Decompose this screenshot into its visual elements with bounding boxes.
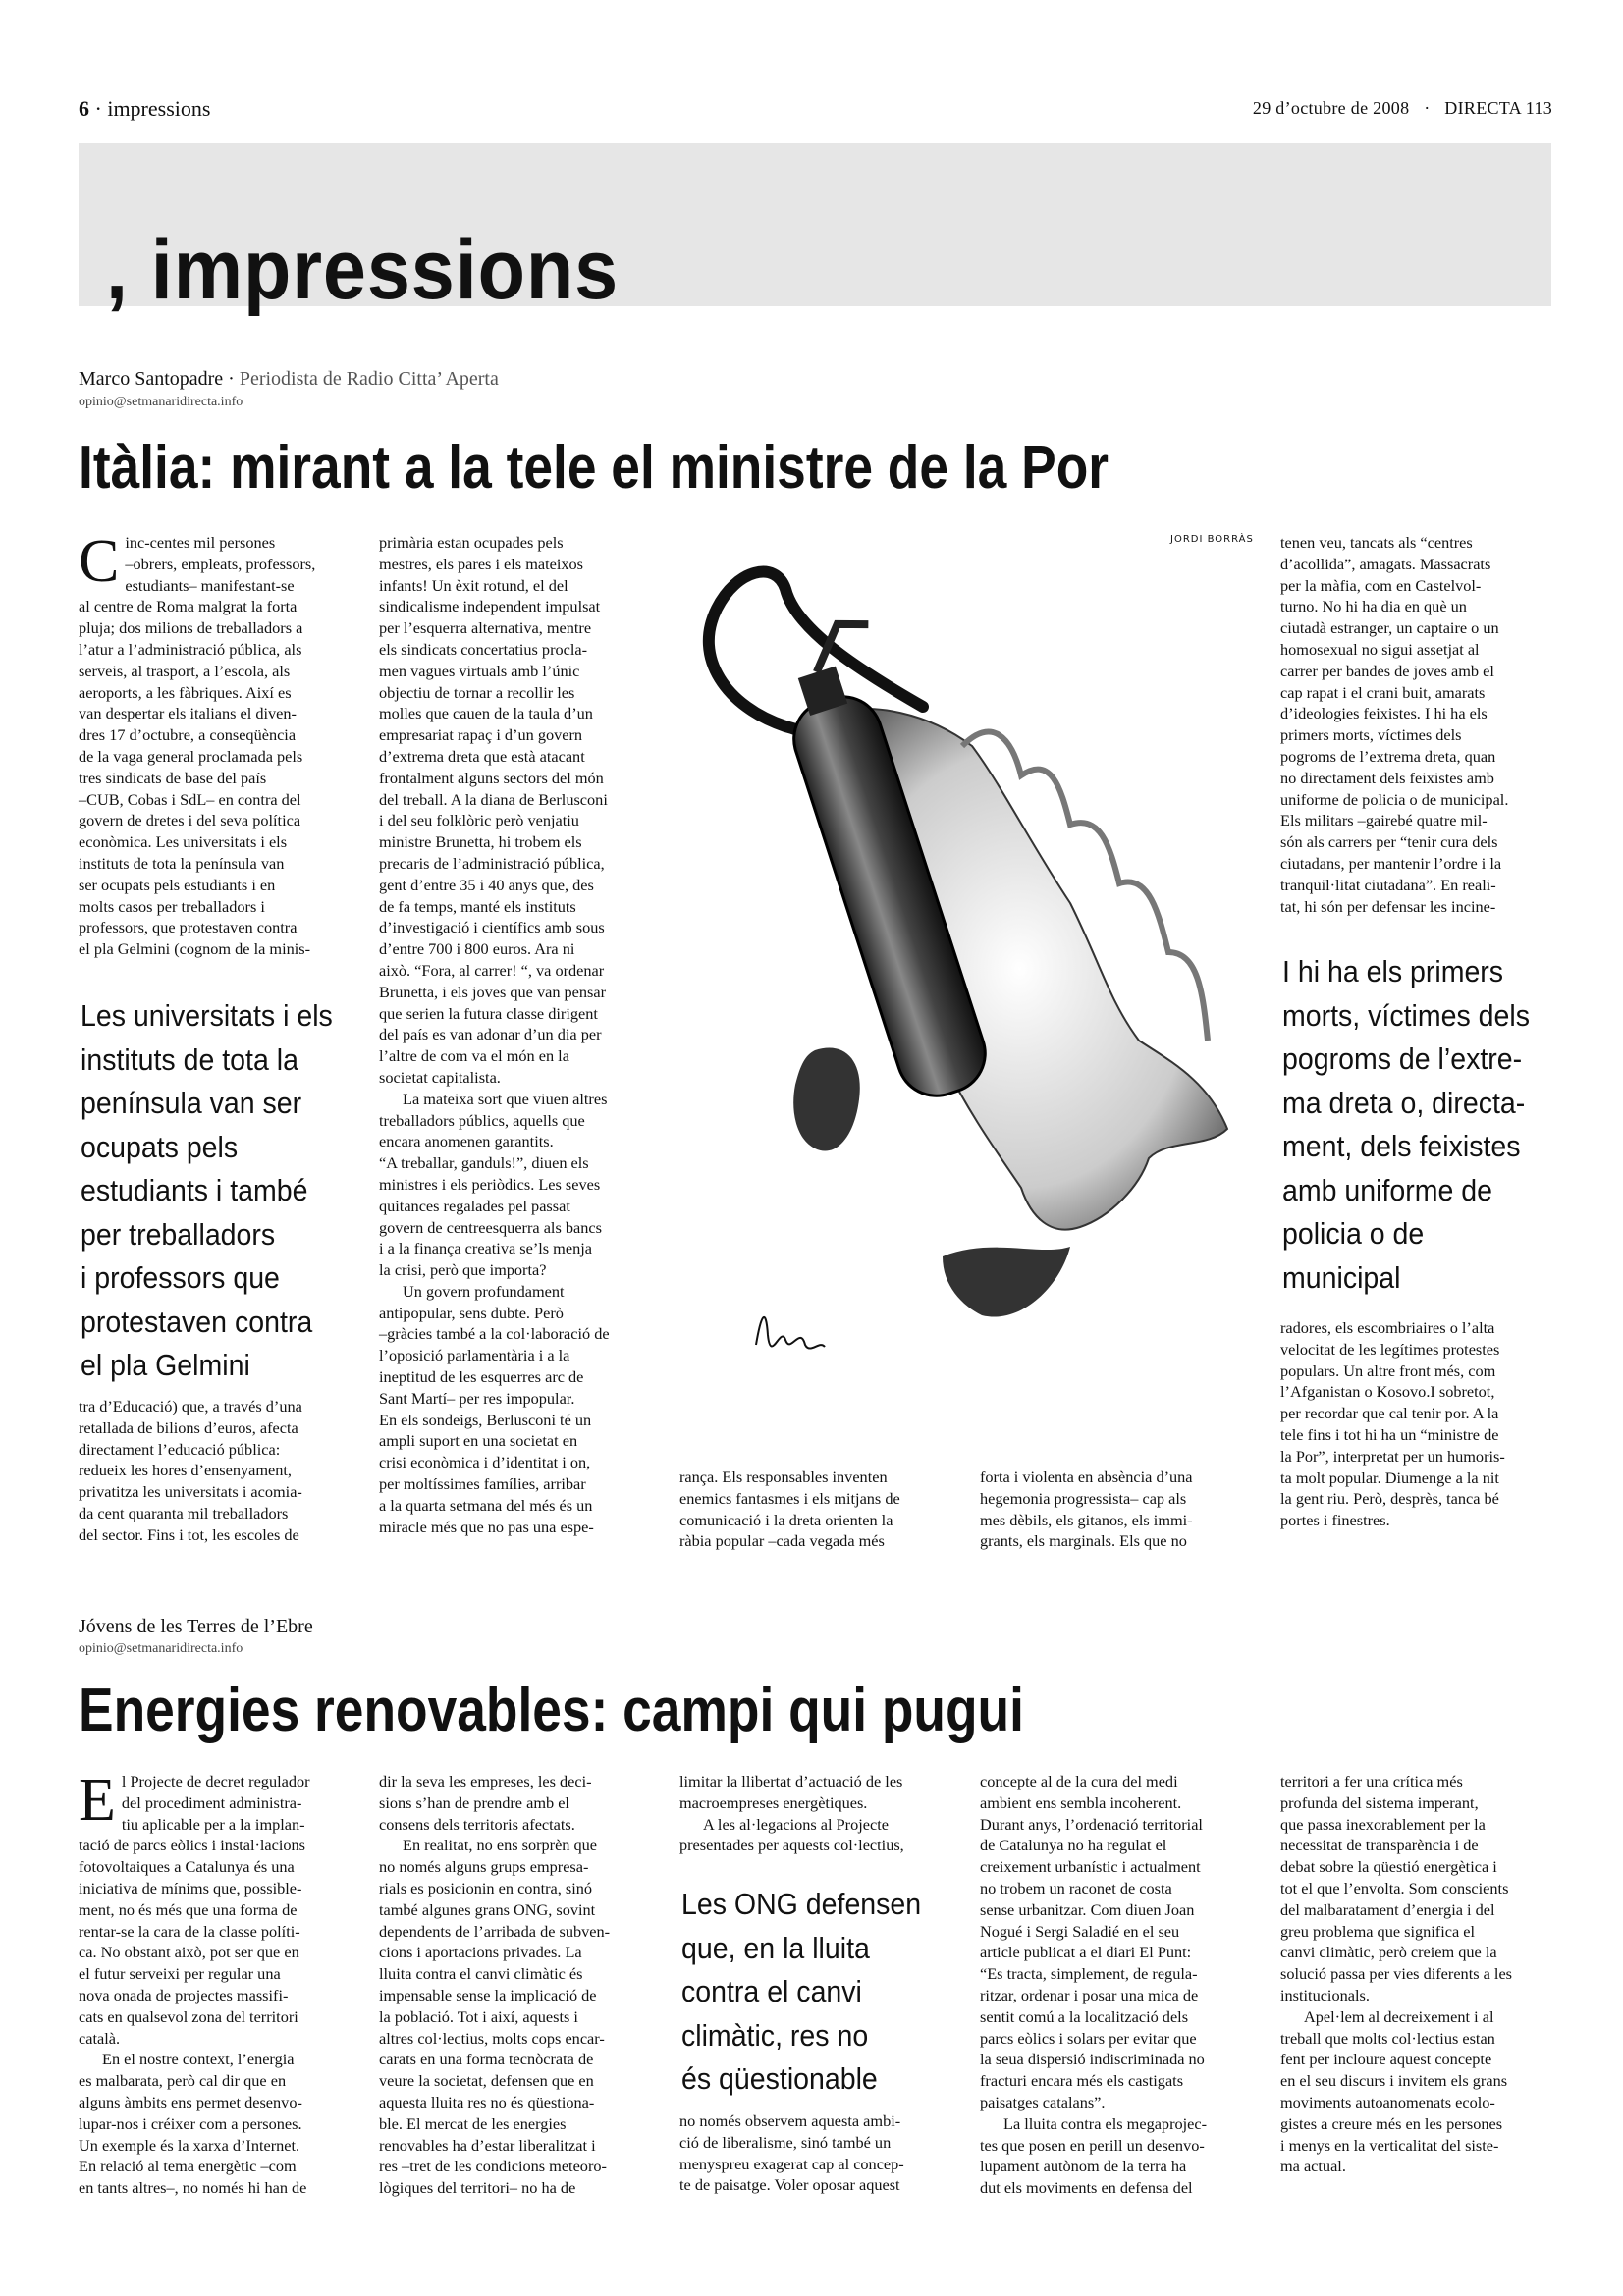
text-line: En el nostre context, l’energia [102, 2050, 295, 2069]
text-line: aeroports, a les fàbriques. Així es [79, 682, 292, 702]
text-line: a la quarta setmana del més és un [379, 1495, 593, 1515]
text-line: l’atur a l’administració pública, als [79, 639, 302, 659]
text-line: La mateixa sort que viuen altres [403, 1089, 608, 1108]
text-line: menyspreu exagerat cap al concep- [679, 2154, 904, 2173]
text-line: mestres, els pares i els mateixos [379, 554, 583, 573]
text-line: els sindicats concertatius procla- [379, 639, 588, 659]
artist-signature [756, 1317, 825, 1349]
header-section: impressions [107, 96, 211, 121]
text-line: la Por”, interpretat per un humoris- [1280, 1446, 1505, 1466]
text-line: moviments autoanomenats ecolo- [1280, 2092, 1495, 2111]
text-line: uniforme de policia o de municipal. [1280, 789, 1509, 809]
text-line: pluja; dos milions de treballadors a [79, 618, 303, 638]
text-line: hegemonia progressista– cap als [980, 1488, 1187, 1508]
article1-headline: Itàlia: mirant a la tele el ministre de la Por [79, 434, 1109, 502]
article1-col1b [79, 1396, 353, 1546]
text-line: l’Afganistan o Kosovo.I sobretot, [1280, 1382, 1495, 1402]
text-line: molles que cauen de la taula d’un [379, 704, 593, 723]
text-line: dres 17 d’octubre, a conseqüència [79, 725, 297, 745]
text-line: gent d’entre 35 i 40 anys que, des [379, 875, 594, 894]
text-line: territori a fer una crítica més [1280, 1772, 1463, 1790]
text-line: govern de centreesquerra als bancs [379, 1217, 602, 1237]
text-line: no només alguns grups empresa- [379, 1857, 589, 1877]
text-line: la població. Tot i així, aquests i [379, 2006, 578, 2026]
text-line: català. [79, 2028, 121, 2048]
text-line: amb uniforme de [1282, 1172, 1493, 1207]
article1-email[interactable]: opinio@setmanaridirecta.info [79, 395, 243, 409]
article2-col2-p2 [379, 1835, 656, 2199]
text-line: –gràcies també a la col·laboració de [379, 1324, 610, 1344]
article2-col5 [1280, 1771, 1557, 2177]
text-line: govern de dretes i del seva política [79, 811, 301, 830]
text-line: veure la societat, defensen que en [379, 2071, 594, 2091]
article2-col3 [679, 1771, 956, 1856]
issue-date: 29 d’octubre de 2008 [1252, 98, 1410, 118]
text-line: inc-centes mil persones [125, 533, 276, 552]
text-line: treball que molts col·lectius estan [1280, 2028, 1495, 2048]
text-line: dependents de l’arribada de subven- [379, 1921, 611, 1941]
text-line: ble. El mercat de les energies [379, 2113, 567, 2133]
text-line: Nogué i Sergi Saladié en el seu [980, 1921, 1180, 1941]
article2-headline: Energies renovables: campi qui pugui [79, 1677, 1024, 1744]
article1-dropcap: C [79, 528, 120, 595]
text-line: lògiques del territori– no ha de [379, 2178, 576, 2198]
text-line: i del seu folklòric però venjatiu [379, 811, 579, 830]
text-line: ritzar, ordenar i posar una mica de [980, 1985, 1199, 2004]
text-line: ràbia popular –cada vegada més [679, 1531, 885, 1551]
text-line: i professors que [81, 1260, 280, 1295]
text-line: macroempreses energètiques. [679, 1792, 868, 1812]
text-line: policia o de [1282, 1216, 1425, 1251]
text-line: que, en la lluita [681, 1930, 870, 1965]
text-line: crisi econòmica i d’identitat i on, [379, 1453, 591, 1472]
text-line: ocupats pels [81, 1129, 239, 1164]
text-line: velocitat de les legítimes protestes [1280, 1339, 1500, 1359]
text-line: –CUB, Cobas i SdL– en contra del [79, 789, 301, 809]
text-line: alguns àmbits ens permet desenvo- [79, 2092, 302, 2111]
text-line: te de paisatge. Voler oposar aquest [679, 2175, 900, 2195]
text-line: Durant anys, l’ordenació territorial [980, 1814, 1203, 1834]
text-line: estudiants– manifestant-se [125, 575, 295, 595]
text-line: dir la seva les empreses, les deci- [379, 1772, 592, 1790]
article1-pullquote2 [1282, 950, 1544, 1300]
text-line: creixement urbanístic i actualment [980, 1857, 1201, 1877]
text-line: empresariat rapaç i d’un govern [379, 725, 583, 745]
text-line: Apel·lem al decreixement i al [1304, 2006, 1494, 2026]
article2-pullquote [681, 1883, 944, 2102]
text-line: men vagues virtuals amb l’únic [379, 661, 580, 680]
text-line: ciutadà estranger, un captaire o un [1280, 618, 1499, 638]
text-line: –obrers, empleats, professors, [125, 554, 316, 573]
text-line: ment, dels feixistes [1282, 1129, 1521, 1163]
text-line: frontalment alguns sectors del món [379, 768, 604, 787]
article2-col1-p1 [79, 1767, 355, 2049]
text-line: pogroms de l’extrema dreta, quan [1280, 746, 1496, 766]
sardinia-shape [793, 1047, 860, 1150]
text-line: el pla Gelmini (cognom de la minis- [79, 939, 311, 959]
text-line: gistes a creure més en les persones [1280, 2113, 1503, 2133]
text-line: lluita contra el canvi climàtic és [379, 1964, 583, 1984]
article1-col5 [1280, 532, 1555, 917]
text-line: de la vaga general proclamada pels [79, 746, 303, 766]
text-line: directament l’educació pública: [79, 1439, 281, 1459]
text-line: del país es van adonar d’un dia per [379, 1025, 602, 1044]
text-line: greu problema que significa el [1280, 1921, 1476, 1941]
text-line: ca. No obstant això, pot ser que en [79, 1943, 299, 1962]
illustration-fire-extinguisher-italy [677, 550, 1267, 1423]
text-line: res –tret de les condicions meteoro- [379, 2157, 607, 2176]
text-line: el pla Gelmini [81, 1348, 250, 1382]
text-line: infants! Un èxit rotund, el del [379, 575, 568, 595]
text-line: societat capitalista. [379, 1067, 501, 1087]
text-line: península van ser [81, 1086, 302, 1120]
text-line: sense urbanitzar. Com diuen Joan [980, 1899, 1195, 1919]
text-line: ineptitud de les esquerres arc de [379, 1367, 584, 1387]
text-line: privatitza les universitats i acomia- [79, 1482, 302, 1502]
text-line: ministres i els periòdics. Les seves [379, 1174, 601, 1194]
text-line: impensable sense la implicació de [379, 1985, 597, 2004]
text-line: objectiu de tornar a recollir les [379, 682, 575, 702]
text-line: mes dèbils, els gitanos, els immi- [980, 1510, 1193, 1529]
text-line: limitar la llibertat d’actuació de les [679, 1772, 903, 1790]
text-line: Un exemple és la xarxa d’Internet. [79, 2135, 300, 2155]
text-line: Brunetta, i els joves que van pensar [379, 982, 607, 1001]
text-line: da cent quaranta mil treballadors [79, 1503, 289, 1522]
text-line: encara anomenen garantits. [379, 1132, 554, 1151]
text-line: ciutadans, per mantenir l’ordre i la [1280, 853, 1502, 873]
text-line: ampli suport en una societat en [379, 1431, 578, 1451]
text-line: antipopular, sens dubte. Però [379, 1303, 564, 1322]
article1-col2 [379, 532, 654, 1537]
text-line: lupar-nos i créixer com a persones. [79, 2113, 302, 2133]
article1-author: Marco Santopadre [79, 368, 224, 390]
article1-col1b-text [79, 1396, 353, 1546]
text-line: l’oposició parlamentària i a la [379, 1346, 570, 1365]
text-line: morts, víctimes dels [1282, 997, 1530, 1033]
text-line: En relació al tema energètic –com [79, 2157, 297, 2176]
text-line: del malbaratament d’energia i del [1280, 1899, 1495, 1919]
text-line: miracle més que no pas una espe- [379, 1517, 594, 1536]
article1-col5-text [1280, 532, 1555, 917]
text-line: rança. Els responsables inventen [679, 1468, 888, 1486]
text-line: article publicat a el diari El Punt: [980, 1943, 1192, 1962]
text-line: per moltíssimes famílies, arribar [379, 1474, 586, 1494]
text-line: “Es tracta, simplement, de regula- [980, 1964, 1198, 1984]
text-line: que passa inexorablement per la [1280, 1814, 1486, 1834]
text-line: és qüestionable [681, 2061, 878, 2096]
text-line: per recordar que cal tenir por. A la [1280, 1404, 1499, 1423]
text-line: no només observem aquesta ambi- [679, 2111, 901, 2130]
article2-email[interactable]: opinio@setmanaridirecta.info [79, 1641, 243, 1656]
text-line: de Catalunya no ha regulat el [980, 1836, 1167, 1855]
text-line: La lluita contra els megaprojec- [1003, 2113, 1208, 2133]
text-line: tenen veu, tancats als “centres [1280, 533, 1473, 552]
text-line: tes que posen en perill un desenvo- [980, 2135, 1205, 2155]
text-line: comunicació i la dreta orienten la [679, 1510, 893, 1529]
sicily-shape [943, 1247, 1070, 1317]
text-line: instituts de tota la península van [79, 853, 285, 873]
text-line: també algunes grans ONG, sovint [379, 1899, 596, 1919]
byline-separator: · [228, 368, 235, 390]
header-separator-right: · [1424, 98, 1431, 118]
text-line: d’acollida”, amagats. Massacrats [1280, 554, 1491, 573]
text-line: I hi ha els primers [1282, 954, 1504, 988]
text-line: iniciativa de mínims que, possible- [79, 1878, 302, 1897]
page-header-left [79, 96, 210, 122]
text-line: rials es posicionin en contra, sinó [379, 1878, 593, 1897]
text-line: concepte al de la cura del medi [980, 1772, 1178, 1790]
text-line: climàtic, res no [681, 2017, 869, 2053]
text-line: no directament dels feixistes amb [1280, 768, 1494, 787]
article2-col3b [679, 2110, 956, 2196]
text-line: En realitat, no ens sorprèn que [403, 1836, 598, 1855]
text-line: tra d’Educació) que, a través d’una [79, 1397, 302, 1415]
article2-col5-p1 [1280, 1771, 1557, 2006]
text-line: per l’esquerra alternativa, mentre [379, 618, 592, 638]
article2-author: Jóvens de les Terres de l’Ebre [79, 1616, 313, 1637]
article1-pullquote1 [81, 994, 352, 1388]
text-line: A les al·legacions al Projecte [703, 1814, 889, 1834]
article1-col5b [1280, 1317, 1555, 1531]
text-line: paisatges catalans”. [980, 2092, 1106, 2111]
text-line: rentar-se la cara de la classe políti- [79, 1921, 300, 1941]
section-title: , impressions [106, 223, 620, 317]
text-line: cions i aportacions privades. La [379, 1943, 582, 1962]
text-line: ment, no és més que una forma de [79, 1899, 298, 1919]
text-line: de fa temps, manté els instituts [379, 896, 576, 916]
publication-issue: DIRECTA 113 [1444, 98, 1552, 118]
text-line: Un govern profundament [403, 1281, 565, 1301]
text-line: tele fins i tot hi ha un “ministre de [1280, 1424, 1499, 1444]
article1-col4 [980, 1467, 1255, 1552]
text-line: altres col·lectius, molts cops encar- [379, 2028, 605, 2048]
text-line: del sector. Fins i tot, les escoles de [79, 1524, 299, 1544]
article1-col2-p1 [379, 532, 654, 1089]
text-line: municipal [1282, 1259, 1401, 1295]
article2-col4-p2 [980, 2113, 1257, 2199]
article2-col2 [379, 1771, 656, 2199]
text-line: del procediment administra- [121, 1792, 302, 1812]
text-line: retallada de bilions d’euros, afecta [79, 1417, 298, 1437]
text-line: molts casos per treballadors i [79, 896, 265, 916]
text-line: ció de liberalisme, sinó també un [679, 2132, 892, 2152]
text-line: contra el canvi [681, 1974, 862, 2008]
text-line: sentit comú a la localització dels [980, 2006, 1189, 2026]
article1-col1 [79, 528, 353, 960]
text-line: ma actual. [1280, 2157, 1346, 2176]
text-line: del treball. A la diana de Berlusconi [379, 789, 608, 809]
text-line: van despertar els italians el diven- [79, 704, 297, 723]
text-line: Les ONG defensen [681, 1887, 922, 1921]
text-line: necessitat de transparència i de [1280, 1836, 1479, 1855]
text-line: tot el que l’envolta. Som conscients [1280, 1878, 1509, 1897]
text-line: econòmica. Les universitats i els [79, 832, 288, 852]
text-line: canvi climàtic, però creiem que la [1280, 1943, 1497, 1962]
text-line: primària estan ocupades pels [379, 533, 564, 552]
text-line: profunda del sistema imperant, [1280, 1792, 1479, 1812]
text-line: tres sindicats de base del país [79, 768, 267, 787]
text-line: al centre de Roma malgrat la forta [79, 597, 298, 616]
text-line: fotovoltaiques a Catalunya és una [79, 1857, 295, 1877]
text-line: forta i violenta en absència d’una [980, 1468, 1193, 1486]
article1-col5b-text [1280, 1317, 1555, 1531]
text-line: carats en una forma tecnòcrata de [379, 2050, 594, 2069]
article1-col2-p2 [379, 1089, 654, 1281]
text-line: primers morts, víctimes dels [1280, 725, 1462, 745]
text-line: d’entre 700 i 800 euros. Ara ni [379, 939, 575, 959]
text-line: l’altre de com va el món en la [379, 1046, 569, 1066]
text-line: no trobem un raconet de costa [980, 1878, 1172, 1897]
text-line: fent per incloure aquest concepte [1280, 2050, 1492, 2069]
text-line: tranquil·litat ciutadana”. En reali- [1280, 875, 1496, 894]
text-line: per treballadors [81, 1216, 276, 1252]
photo-credit: JORDI BORRÀS [1170, 534, 1254, 545]
text-line: dut els moviments en defensa del [980, 2178, 1193, 2198]
text-line: institucionals. [1280, 1985, 1370, 2004]
text-line: ma dreta o, directa- [1282, 1085, 1526, 1120]
text-line: Els militars –gairebé quatre mil- [1280, 811, 1488, 830]
article1-col2-p3 [379, 1281, 654, 1538]
text-line: tat, hi són per defensar les incine- [1280, 896, 1496, 916]
text-line: estudiants i també [81, 1173, 308, 1207]
text-line: grants, els marginals. Els que no [980, 1531, 1187, 1551]
text-line: populars. Un altre front més, com [1280, 1361, 1496, 1380]
article2-col2-p1 [379, 1771, 656, 1835]
text-line: ser ocupats pels estudiants i en [79, 875, 276, 894]
text-line: En els sondeigs, Berlusconi té un [379, 1410, 592, 1429]
text-line: aquesta lluita res no és qüestiona- [379, 2092, 595, 2111]
article1-byline [79, 368, 499, 391]
text-line: són als carrers per “tenir cura dels [1280, 832, 1498, 852]
text-line: tació de parcs eòlics i instal·lacions [79, 1836, 306, 1855]
text-line: debat sobre la qüestió energètica i [1280, 1857, 1497, 1877]
text-line: ministre Brunetta, hi trobem els [379, 832, 582, 852]
text-line: “A treballar, ganduls!”, diuen els [379, 1153, 589, 1173]
header-separator: · [94, 96, 102, 121]
article1-col3 [679, 1467, 954, 1552]
article2-col1-p2 [79, 2049, 355, 2199]
article2-col5-p2 [1280, 2006, 1557, 2177]
text-line: en tants altres–, no només hi han de [79, 2178, 307, 2198]
text-line: parcs eòlics i solars per evitar que [980, 2028, 1197, 2048]
text-line: redueix les hores d’ensenyament, [79, 1461, 293, 1480]
text-line: radores, els escombriaires o l’alta [1280, 1318, 1495, 1337]
text-line: lupament autònom de la terra ha [980, 2157, 1187, 2176]
text-line: quitances regalades pel passat [379, 1196, 570, 1215]
text-line: protestaven contra [81, 1304, 313, 1339]
article2-col3-p2 [679, 1814, 956, 1857]
text-line: d’extrema dreta que està atacant [379, 746, 585, 766]
text-line: homosexual no sigui assetjat al [1280, 639, 1480, 659]
article2-dropcap: E [79, 1767, 116, 1834]
text-line: renovables ha d’estar liberalitzat i [379, 2135, 596, 2155]
article2-col1 [79, 1767, 355, 2199]
text-line: enemics fantasmes i els mitjans de [679, 1488, 900, 1508]
article2-col4-p1 [980, 1771, 1257, 2113]
text-line: ta molt popular. Diumenge a la nit [1280, 1468, 1499, 1487]
text-line: Les universitats i els [81, 998, 333, 1033]
article1-role: Periodista de Radio Citta’ Aperta [239, 368, 499, 390]
text-line: sindicalisme independent impulsat [379, 597, 601, 616]
text-line: en el seu discurs i invitem els grans [1280, 2071, 1508, 2091]
text-line: turno. No hi ha dia en què un [1280, 597, 1467, 616]
text-line: carrer per bandes de joves amb el [1280, 661, 1494, 680]
text-line: el futur serveixi per regular una [79, 1964, 281, 1984]
text-line: portes i finestres. [1280, 1511, 1390, 1530]
text-line: pogroms de l’extre- [1282, 1041, 1523, 1076]
text-line: la crisi, però que importa? [379, 1260, 547, 1280]
text-line: presentades per aquests col·lectius, [679, 1836, 904, 1855]
text-line: la seua dispersió indiscriminada no [980, 2050, 1205, 2069]
text-line: i a la finança creativa se’ls menja [379, 1239, 592, 1258]
text-line: la gent riu. Però, desprès, tanca bé [1280, 1489, 1499, 1509]
article2-col3b-text [679, 2110, 956, 2196]
text-line: i menys en la verticalitat del siste- [1280, 2135, 1499, 2155]
article2-col3-p1 [679, 1771, 956, 1814]
page-header-right [1253, 98, 1552, 119]
text-line: d’ideologies feixistes. I hi ha els [1280, 704, 1488, 723]
article2-col4 [980, 1771, 1257, 2199]
page-number: 6 [79, 96, 89, 121]
text-line: es malbarata, però cal dir que en [79, 2071, 287, 2091]
text-line: solució passa per vies diferents a les [1280, 1964, 1513, 1984]
text-line: sions s’han de prendre amb el [379, 1792, 569, 1812]
text-line: ambient ens sembla incoherent. [980, 1792, 1182, 1812]
text-line: tiu aplicable per a la implan- [121, 1814, 305, 1834]
text-line: per la màfia, com en Castelvol- [1280, 575, 1482, 595]
text-line: instituts de tota la [81, 1041, 298, 1077]
text-line: nova onada de projectes massifi- [79, 1985, 289, 2004]
text-line: cats en qualsevol zona del territori [79, 2006, 298, 2026]
text-line: professors, que protestaven contra [79, 918, 298, 937]
text-line: serveis, al trasport, a l’escola, als [79, 661, 291, 680]
text-line: precaris de l’administració pública, [379, 853, 605, 873]
text-line: l Projecte de decret regulador [121, 1772, 310, 1790]
text-line: treballadors públics, aquells que [379, 1110, 585, 1130]
text-line: consens dels territoris afectats. [379, 1814, 575, 1834]
text-line: això. “Fora, al carrer! “, va ordenar [379, 960, 605, 980]
article1-col1-text [79, 528, 353, 960]
article1-col4-text [980, 1467, 1255, 1552]
text-line: cap rapat i el crani buit, amarats [1280, 682, 1486, 702]
text-line: fracturi encara més els castigats [980, 2071, 1184, 2091]
article1-col3-text [679, 1467, 954, 1552]
text-line: que serien la futura classe dirigent [379, 1003, 598, 1023]
text-line: d’investigació i científics amb sous [379, 918, 605, 937]
text-line: Sant Martí– per res impopular. [379, 1388, 575, 1408]
